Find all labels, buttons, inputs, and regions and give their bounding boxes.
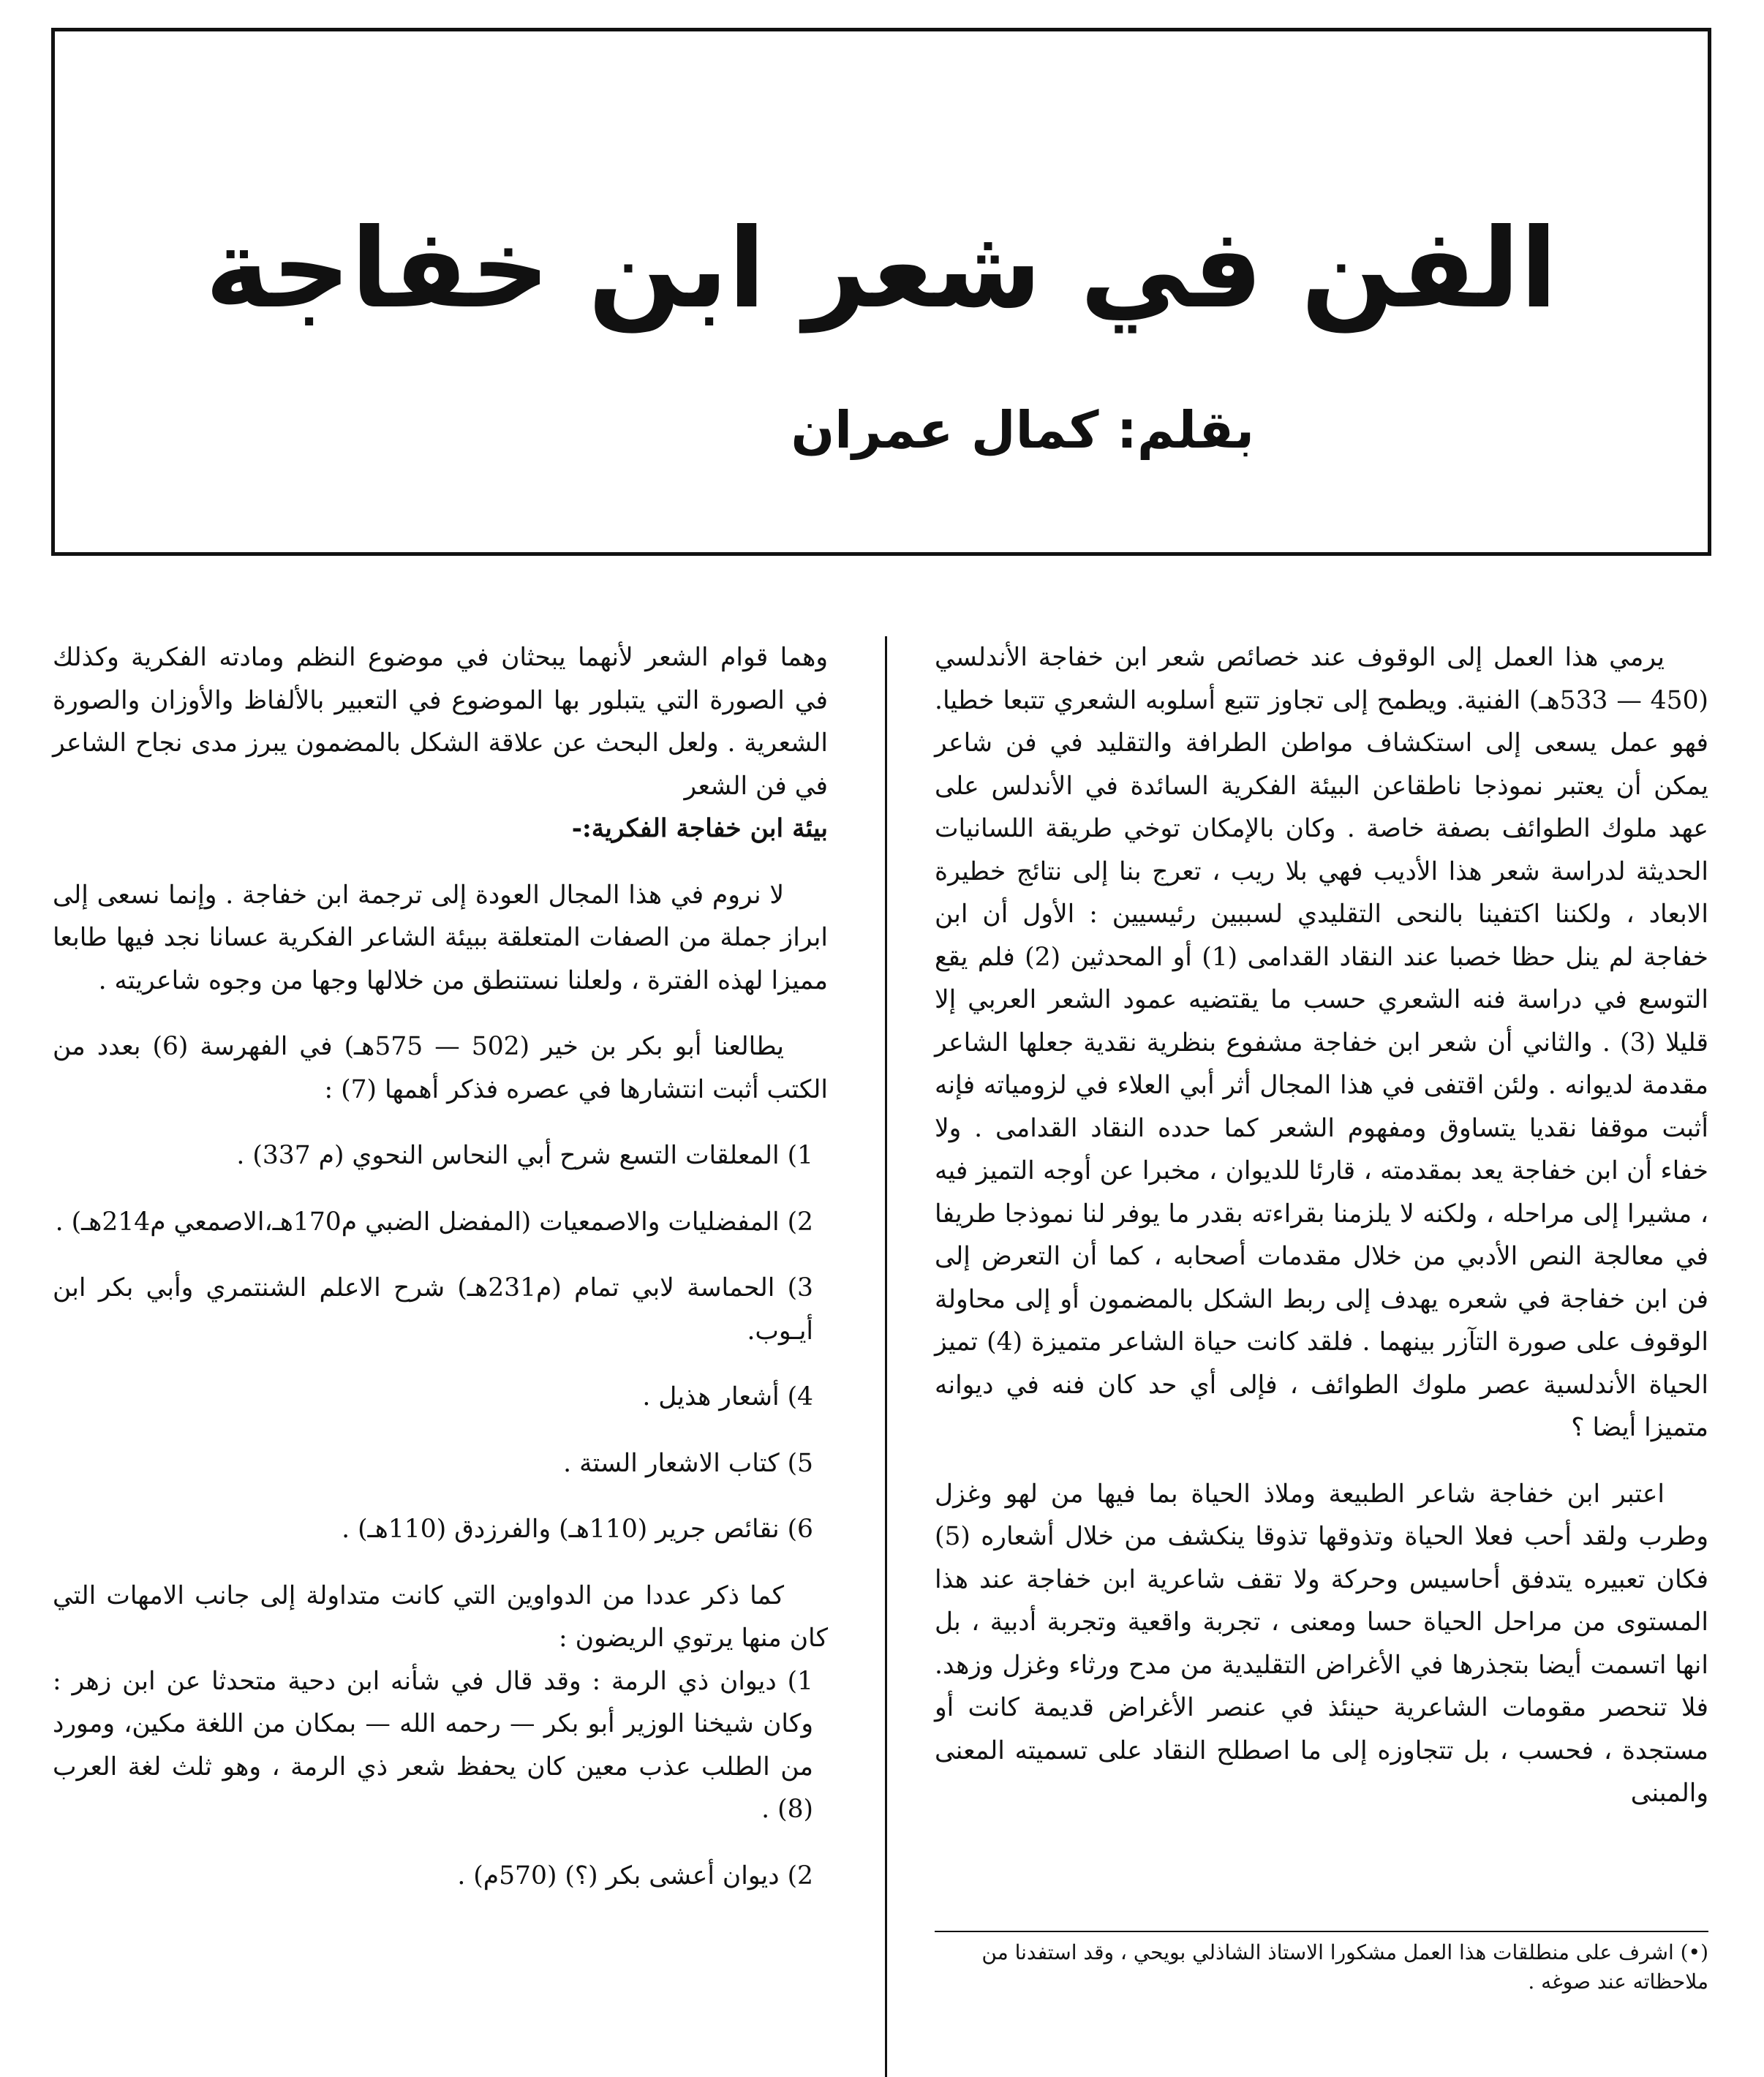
list-item: 4) أشعار هذيل . <box>642 1382 813 1411</box>
footnote-divider <box>935 1931 1708 1932</box>
list-item: 5) كتاب الاشعار الستة . <box>563 1448 813 1478</box>
nature-paragraph: اعتبر ابن خفاجة شاعر الطبيعة وملاذ الحياة بما فيها من لهو وغزل وطرب ولقد أحب فعلا الحياة وتذوقها تذوقا ينكشف من خلال أشعاره (5) فكان تعبيره يتدفق أحاسيس وحركة ولا تقف شاعرية ابن خفاجة عند هذا المستوى من مراحل الحياة حسا ومعنى ، تجربة واقعية وتجربة أدبية ، بل انها اتسمت أيضا بتجذرها في الأغراض التقليدية من مدح ورثاء وغزل وزهد. فلا تنحصر مقومات الشاعرية حينئذ في عنصر الأغراض قديمة كانت أو مستجدة ، فحسب ، بل تتجاوزه إلى ما اصطلح النقاد على تسميته المعنى والمبنى <box>935 1479 1708 1808</box>
section-paragraph-1: لا نروم في هذا المجال العودة إلى ترجمة ابن خفاجة . وإنما نسعى إلى ابراز جملة من الصفات المتعلقة ببيئة الشاعر الفكرية عسانا نجد فيها طابعا مميزا لهذه الفترة ، ولعلنا نستنطق من خلالها وجها من وجوه شاعريته . <box>53 880 828 995</box>
continuation-paragraph: وهما قوام الشعر لأنهما يبحثان في موضوع النظم ومادته الفكرية وكذلك في الصورة التي يتبلور بها الموضوع في التعبير بالألفاظ والأوزان والصورة الشعرية . ولعل البحث عن علاقة الشكل بالمضمون يبرز مدى نجاح الشاعر في فن الشعر <box>53 643 828 801</box>
section-subheading: بيئة ابن خفاجة الفكرية:- <box>571 814 828 843</box>
article-byline: بقلم: كمال عمران <box>791 400 1254 460</box>
section-paragraph-2: يطالعنا أبو بكر بن خير (502 — 575هـ) في الفهرسة (6) بعدد من الكتب أثبت انتشارها في عصره فذكر أهمها (7) : <box>53 1032 828 1104</box>
list-item: 2) ديوان أعشى بكر (؟) (570م) . <box>457 1861 813 1891</box>
list-item: 6) نقائص جرير (110هـ) والفرزدق (110هـ) . <box>342 1515 813 1544</box>
article-title: الفن في شعر ابن خفاجة <box>205 206 1558 333</box>
list-item: 2) المفضليات والاصمعيات (المفضل الضبي م170هـ،الاصمعي م214هـ) . <box>55 1207 813 1237</box>
column-divider <box>885 636 887 2077</box>
list-item: 1) المعلقات التسع شرح أبي النحاس النحوي (م 337) . <box>236 1141 813 1170</box>
section-paragraph-3: كما ذكر عددا من الدواوين التي كانت متداولة إلى جانب الامهات التي كان منها يرتوي الريضون : <box>53 1580 828 1653</box>
list-item: 3) الحماسة لابي تمام (م231هـ) شرح الاعلم الشنتمري وأبي بكر ابن أيـوب. <box>53 1273 813 1346</box>
intro-paragraph: يرمي هذا العمل إلى الوقوف عند خصائص شعر ابن خفاجة الأندلسي (450 — 533هـ) الفنية. ويطمح إلى تجاوز تتبع أسلوبه الشعري تتبعا خطيا. فهو عمل يسعى إلى استكشاف مواطن الطرافة والتقليد في فن شاعر يمكن أن يعتبر نموذجا ناطقاعن البيئة الفكرية السائدة في الأندلس على عهد ملوك الطوائف بصفة خاصة . وكان بالإمكان توخي طريقة اللسانيات الحديثة لدراسة شعر هذا الأديب فهي بلا ريب ، تعرج بنا إلى نتائج خطيرة الابعاد ، ولكننا اكتفينا بالنحى التقليدي لسببين رئيسيين : الأول أن ابن خفاجة لم ينل حظا خصبا عند النقاد القدامى (1) أو المحدثين (2) فلم يقع التوسع في دراسة فنه الشعري حسب ما يقتضيه عمود الشعر العربي إلا قليلا (3) . والثاني أن شعر ابن خفاجة مشفوع بنظرية نقدية جعلها الشاعر مقدمة لديوانه . ولئن اقتفى في هذا المجال أثر أبي العلاء في لزومياته فإنه أثبت موقفا نقديا يتساوق ومفهوم الشعر كما حدده النقاد القدامى . ولا خفاء أن ابن خفاجة يعد بمقدمته ، قارئا للديوان ، مخبرا عن أوجه التميز فيه ، مشيرا إلى مراحله ، ولكنه لا يلزمنا بقراءته بقدر ما يوفر لنا نموذجا طريفا في معالجة النص الأدبي من خلال مقدمات أصحابه ، كما أن التعرض إلى فن ابن خفاجة في شعره يهدف إلى ربط الشكل بالمضمون أو إلى محاولة الوقوف على صورة التآزر بينهما . فلقد كانت حياة الشاعر متميزة (4) تميز الحياة الأندلسية عصر ملوك الطوائف ، فإلى أي حد كان فنه في ديوانه متميزا أيضا ؟ <box>935 643 1708 1442</box>
left-column <box>53 636 828 1897</box>
list-item: 1) ديوان ذي الرمة : وقد قال في شأنه ابن دحية متحدثا عن ابن زهر : وكان شيخنا الوزير أبو بكر — رحمه الله — بمكان من اللغة مكين، ومورد من الطلب عذب معين كان يحفظ شعر ذي الرمة ، وهو ثلث لغة العرب (8) . <box>53 1666 813 1824</box>
title-box <box>51 28 1711 556</box>
right-column <box>935 636 1708 1815</box>
footnote: (•) اشرف على منطلقات هذا العمل مشكورا الاستاذ الشاذلي بويحي ، وقد استفدنا من ملاحظاته عند صوغه . <box>981 1940 1708 1994</box>
